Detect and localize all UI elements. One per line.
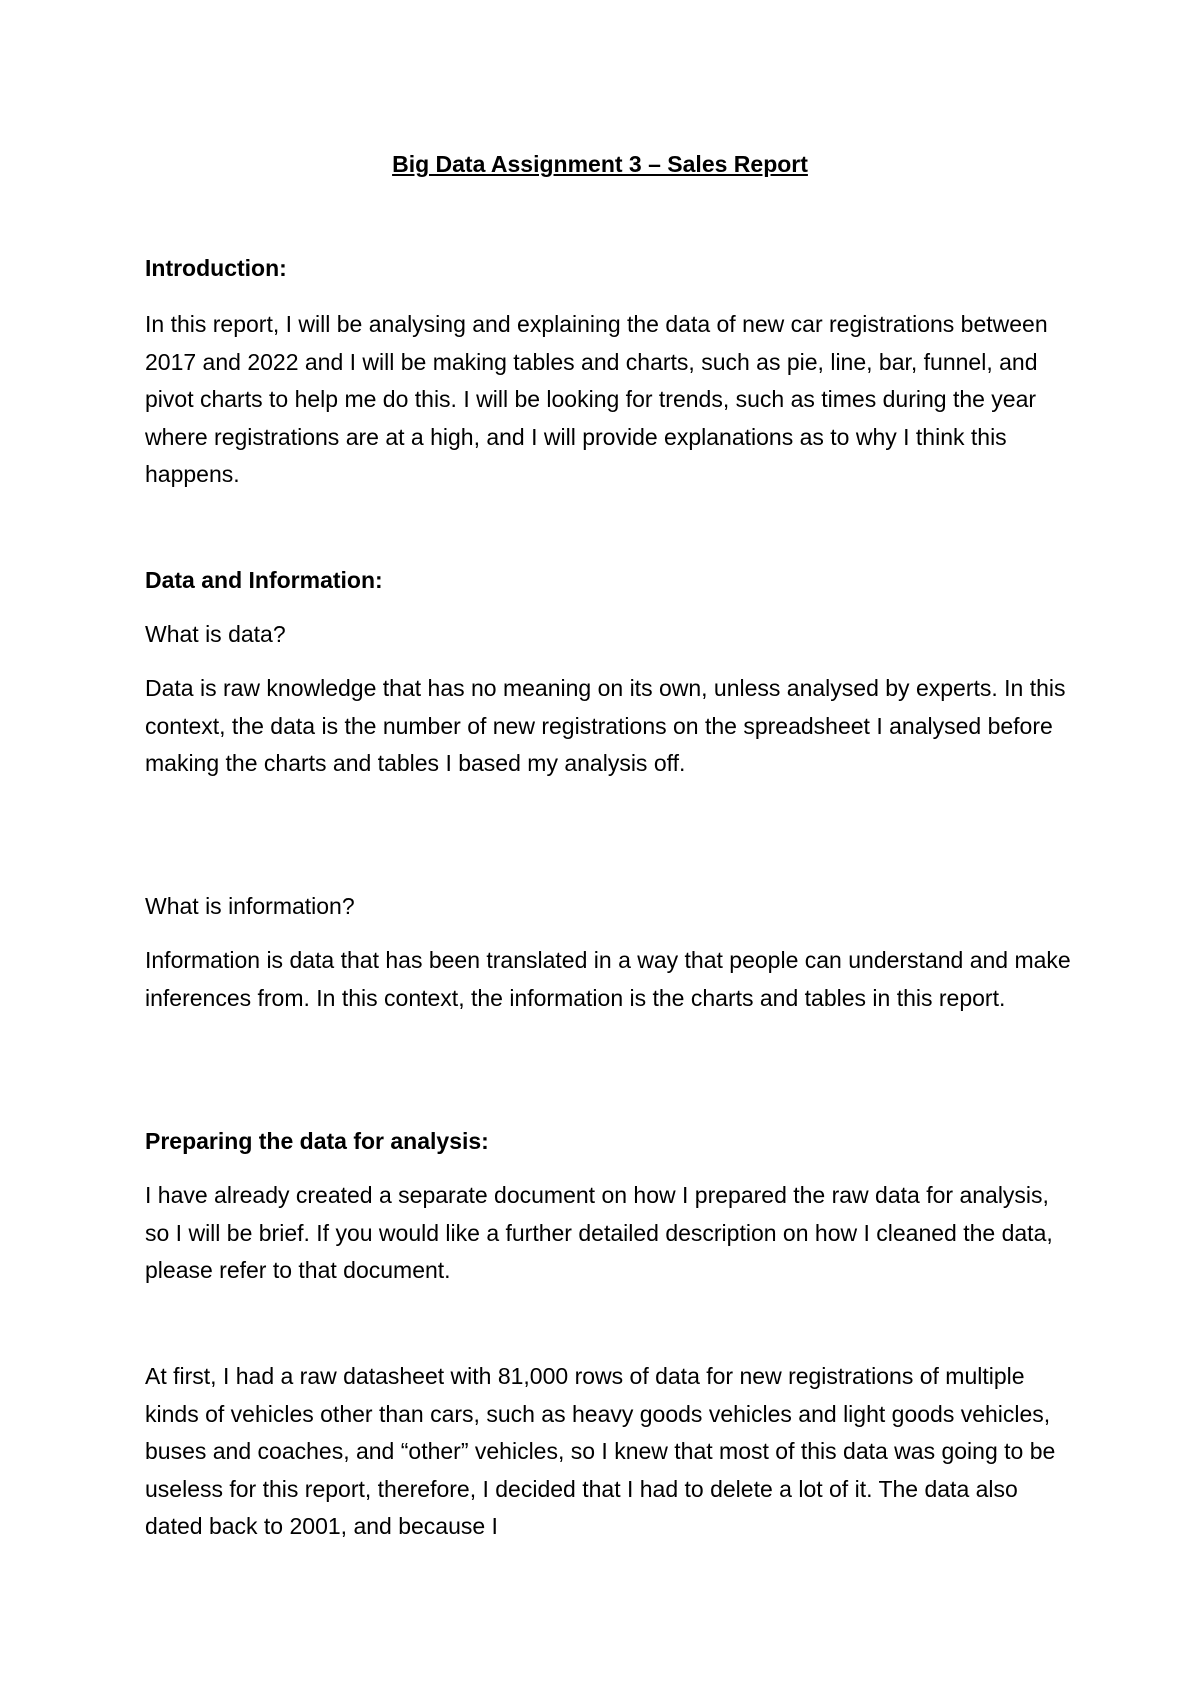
what-is-information-question: What is information? bbox=[145, 893, 355, 919]
introduction-heading: Introduction: bbox=[145, 255, 287, 281]
preparing-data-heading: Preparing the data for analysis: bbox=[145, 1128, 489, 1154]
what-is-information-answer: Information is data that has been translated in a way that people can understand and make inferences from. In this context, the information is the charts and tables in this report. bbox=[145, 947, 1071, 1011]
preparing-paragraph-1: I have already created a separate document on how I prepared the raw data for analysis, so I will be brief. If you would like a further detailed description on how I cleaned the data, please refer to that document. bbox=[145, 1182, 1053, 1283]
what-is-data-answer: Data is raw knowledge that has no meaning on its own, unless analysed by experts. In this context, the data is the number of new registrations on the spreadsheet I analysed before making the charts and tables I based my analysis off. bbox=[145, 675, 1066, 776]
data-information-heading: Data and Information: bbox=[145, 567, 383, 593]
introduction-paragraph: In this report, I will be analysing and explaining the data of new car registrations between 2017 and 2022 and I will be making tables and charts, such as pie, line, bar, funnel, and pivot charts to help me do this. I will be looking for trends, such as times during the year where registrations are at a high, and I will provide explanations as to why I think this happens. bbox=[145, 311, 1048, 487]
what-is-data-question: What is data? bbox=[145, 621, 286, 647]
preparing-paragraph-2: At first, I had a raw datasheet with 81,000 rows of data for new registrations of multiple kinds of vehicles other than cars, such as heavy goods vehicles and light goods vehicles, buses and coaches, and “other” vehicles, so I knew that most of this data was going to be useless for this report, therefore, I decided that I had to delete a lot of it. The data also dated back to 2001, and because I bbox=[145, 1363, 1056, 1539]
document-title: Big Data Assignment 3 – Sales Report bbox=[392, 151, 808, 177]
